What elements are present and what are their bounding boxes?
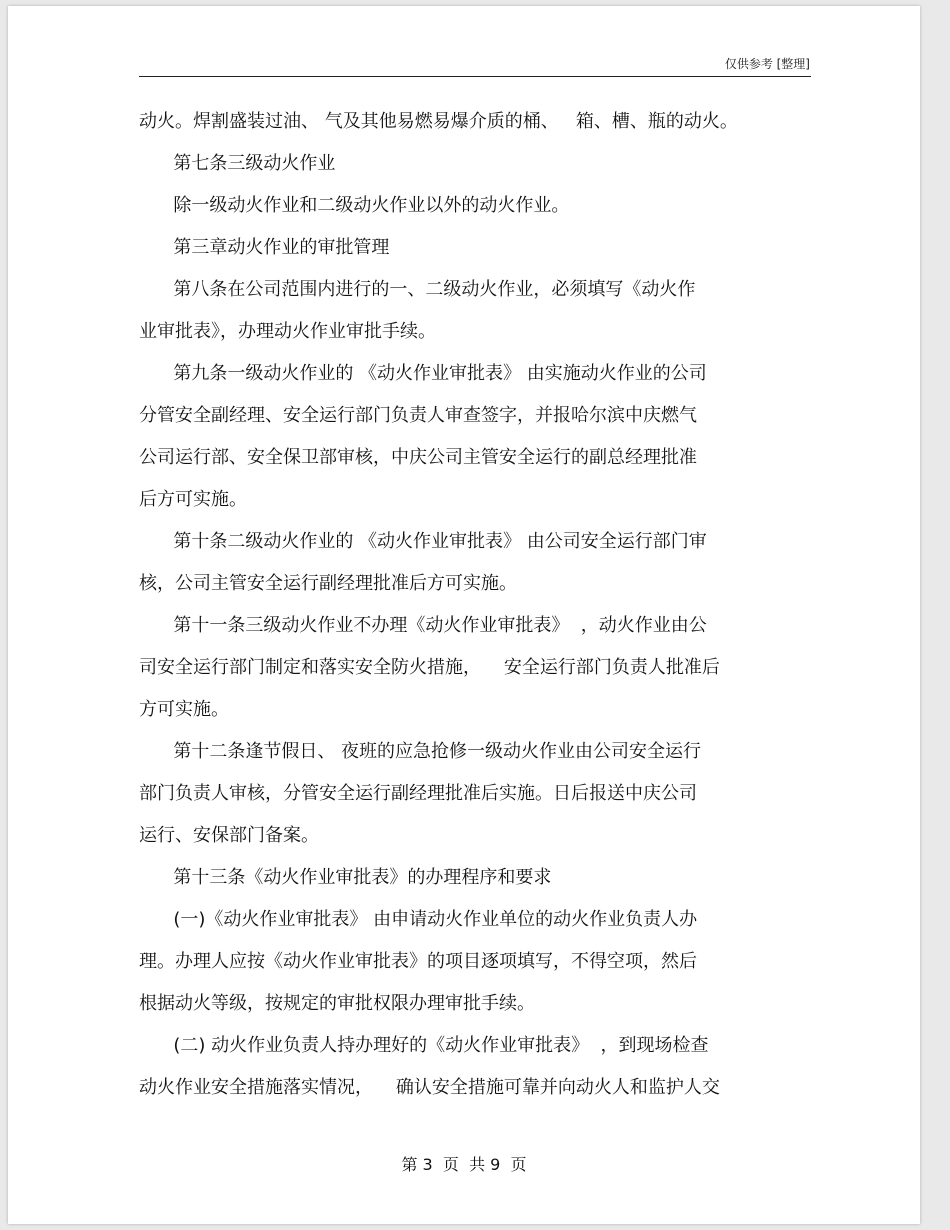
text-line: 除一级动火作业和二级动火作业以外的动火作业。: [139, 195, 570, 216]
text-line: 第十三条《动火作业审批表》的办理程序和要求: [139, 867, 552, 888]
text-line: 根据动火等级，按规定的审批权限办理审批手续。: [139, 993, 535, 1014]
text-line: 第九条一级动火作业的 《动火作业审批表》 由实施动火作业的公司: [139, 363, 707, 384]
text-line: 部门负责人审核，分管安全运行副经理批准后实施。日后报送中庆公司: [139, 783, 697, 804]
text-line: 动火作业安全措施落实情况， 确认安全措施可靠并向动火人和监护人交: [139, 1077, 720, 1098]
text-line: 分管安全副经理、安全运行部门负责人审查签字，并报哈尔滨中庆燃气: [139, 405, 697, 426]
header-label: 仅供参考 [整理]: [724, 57, 810, 71]
text-line: 核，公司主管安全运行副经理批准后方可实施。: [139, 573, 517, 594]
text-line: 方可实施。: [139, 699, 229, 720]
text-line: (一)《动火作业审批表》 由申请动火作业单位的动火作业负责人办: [139, 909, 698, 930]
text-line: 后方可实施。: [139, 489, 247, 510]
header-divider: [139, 76, 811, 77]
text-line: 理。办理人应按《动火作业审批表》的项目逐项填写，不得空项，然后: [139, 951, 697, 972]
text-line: (二) 动火作业负责人持办理好的《动火作业审批表》 ，到现场检查: [139, 1035, 709, 1056]
page-number-footer: 第 3 页 共 9 页: [401, 1155, 527, 1174]
text-line: 公司运行部、安全保卫部审核，中庆公司主管安全运行的副总经理批准: [139, 447, 697, 468]
text-line: 司安全运行部门制定和落实安全防火措施， 安全运行部门负责人批准后: [139, 657, 720, 678]
text-line: 第十一条三级动火作业不办理《动火作业审批表》 ，动火作业由公: [139, 615, 707, 636]
text-line: 第八条在公司范围内进行的一、二级动火作业，必须填写《动火作: [139, 279, 696, 300]
text-line: 第三章动火作业的审批管理: [139, 237, 390, 258]
text-line: 第七条三级动火作业: [139, 153, 336, 174]
text-line: 业审批表》，办理动火作业审批手续。: [139, 321, 436, 342]
text-line: 运行、安保部门备案。: [139, 825, 319, 846]
text-line: 第十二条逢节假日、 夜班的应急抢修一级动火作业由公司安全运行: [139, 741, 702, 762]
text-line: 第十条二级动火作业的 《动火作业审批表》 由公司安全运行部门审: [139, 531, 707, 552]
document-page: [8, 6, 920, 1224]
text-line: 动火。焊割盛装过油、 气及其他易燃易爆介质的桶、 箱、槽、瓶的动火。: [139, 111, 738, 132]
